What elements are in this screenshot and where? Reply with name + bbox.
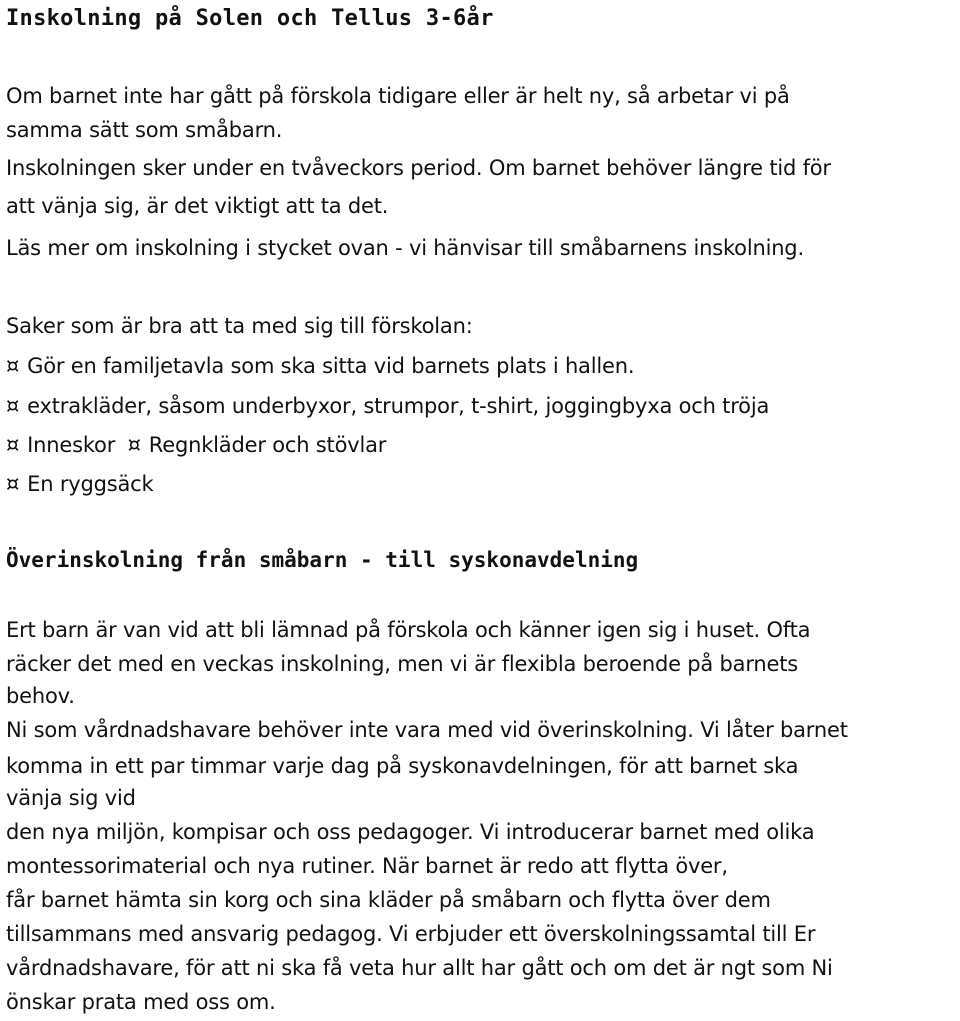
list-item-text: Regnkläder och stövlar <box>148 433 387 457</box>
list-item <box>6 474 153 495</box>
intro-line: Inskolningen sker under en tvåveckors period. Om barnet behöver längre tid för <box>6 156 831 180</box>
bullet-icon: ¤ <box>6 472 20 496</box>
list-item-text: extrakläder, såsom underbyxor, strumpor, t-shirt, joggingbyxa och tröja <box>27 394 770 418</box>
intro-line: att vänja sig, är det viktigt att ta det. <box>6 194 389 218</box>
bullet-icon: ¤ <box>6 354 20 378</box>
body-line: montessorimaterial och nya rutiner. När barnet är redo att flytta över, <box>6 854 728 878</box>
body-line: tillsammans med ansvarig pedagog. Vi erbjuder ett överskolningssamtal till Er <box>6 922 816 946</box>
body-line: Ni som vårdnadshavare behöver inte vara med vid överinskolning. Vi låter barnet <box>6 718 848 742</box>
list-item-text: En ryggsäck <box>27 472 154 496</box>
body-line: vårdnadshavare, för att ni ska få veta hur allt har gått och om det är ngt som Ni <box>6 956 833 980</box>
body-line: behov. <box>6 684 75 708</box>
list-item <box>6 396 769 417</box>
intro-line: Om barnet inte har gått på förskola tidigare eller är helt ny, så arbetar vi på <box>6 84 790 108</box>
body-line: önskar prata med oss om. <box>6 990 276 1014</box>
bullet-icon: ¤ <box>127 433 141 457</box>
list-item-text: Inneskor <box>27 433 116 457</box>
body-line: räcker det med en veckas inskolning, men vi är flexibla beroende på barnets <box>6 652 799 676</box>
list-item <box>6 435 386 456</box>
body-line: vänja sig vid <box>6 786 136 810</box>
bullet-icon: ¤ <box>6 433 20 457</box>
body-line: komma in ett par timmar varje dag på syskonavdelningen, för att barnet ska <box>6 754 799 778</box>
intro-line: samma sätt som småbarn. <box>6 118 283 142</box>
body-line: den nya miljön, kompisar och oss pedagoger. Vi introducerar barnet med olika <box>6 820 815 844</box>
body-line: får barnet hämta sin korg och sina kläder på småbarn och flytta över dem <box>6 888 771 912</box>
list-item-text: Gör en familjetavla som ska sitta vid barnets plats i hallen. <box>27 354 635 378</box>
bullet-icon: ¤ <box>6 394 20 418</box>
items-heading: Saker som är bra att ta med sig till förskolan: <box>6 314 473 338</box>
intro-line: Läs mer om inskolning i stycket ovan - vi hänvisar till småbarnens inskolning. <box>6 236 804 260</box>
list-item <box>6 356 634 377</box>
body-line: Ert barn är van vid att bli lämnad på förskola och känner igen sig i huset. Ofta <box>6 618 811 642</box>
page-title: Inskolning på Solen och Tellus 3-6år <box>6 6 494 31</box>
section-title: Överinskolning från småbarn - till syskonavdelning <box>6 548 639 572</box>
